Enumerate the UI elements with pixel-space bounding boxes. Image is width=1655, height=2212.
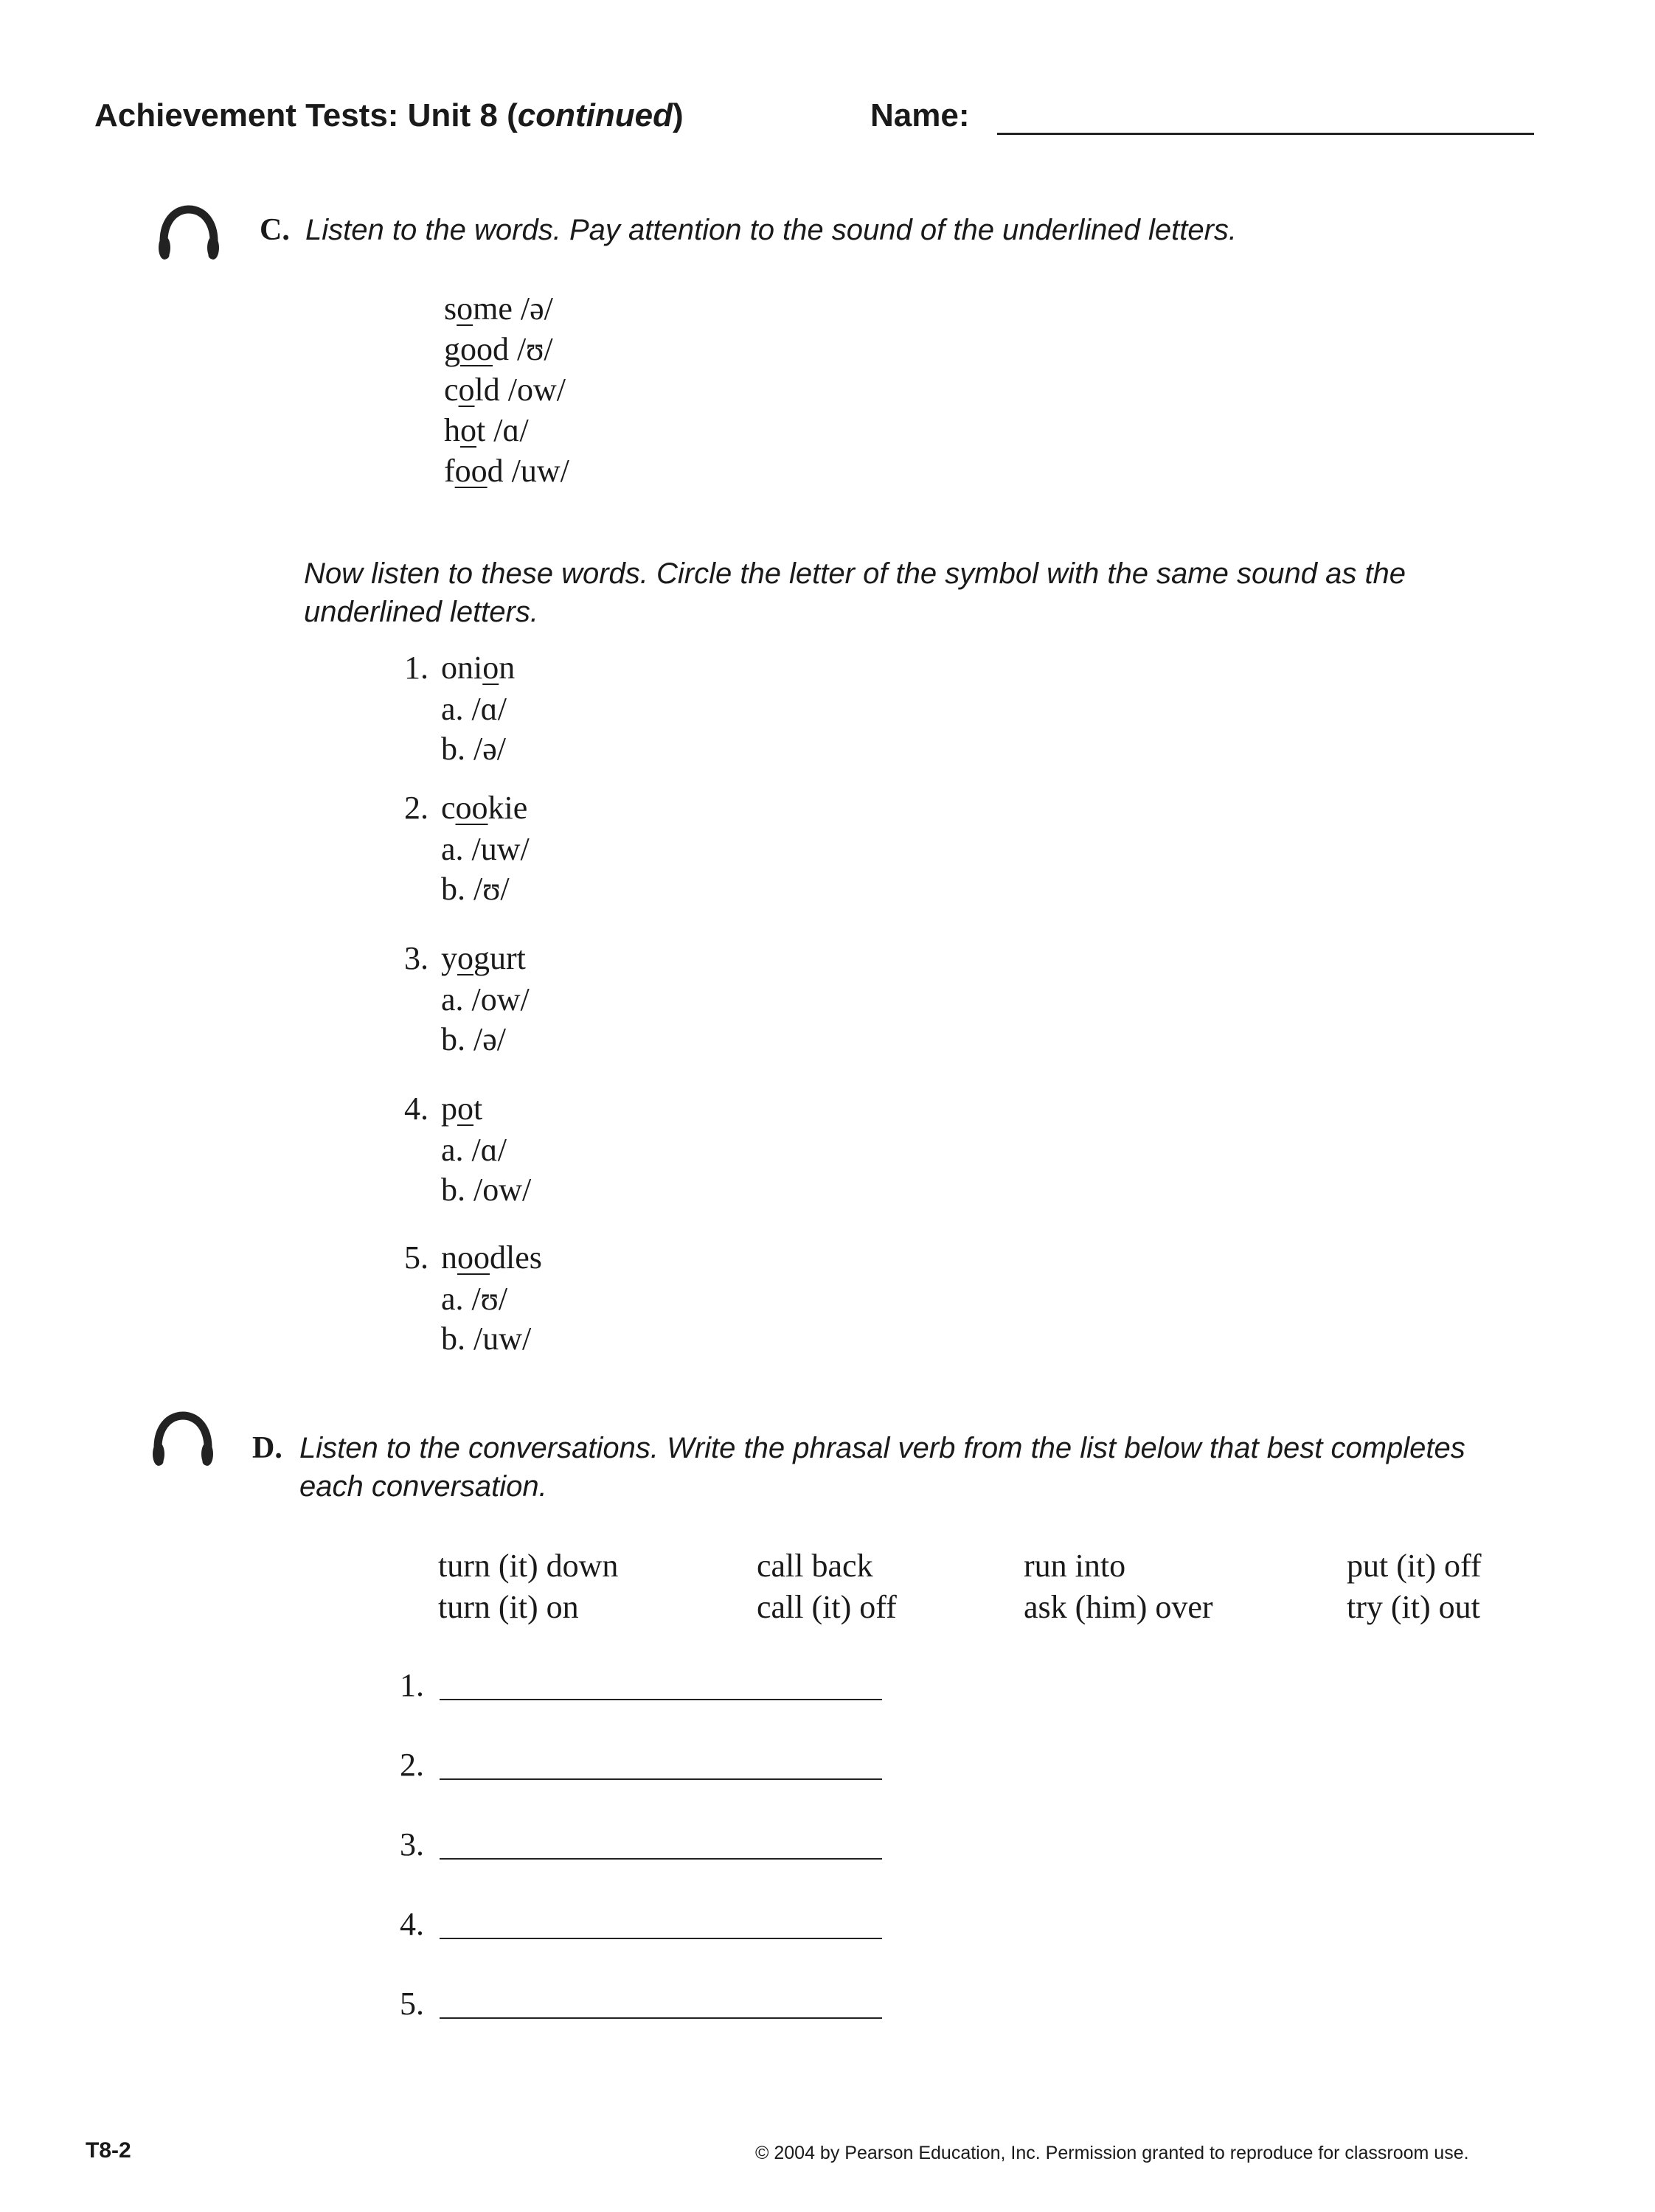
example-word bbox=[444, 451, 569, 491]
section-d-instruction-line2: each conversation. bbox=[299, 1470, 547, 1503]
answer-number: 1. bbox=[400, 1667, 424, 1703]
question-word bbox=[441, 939, 526, 977]
option-a[interactable]: a. /ɑ/ bbox=[441, 1132, 507, 1168]
question-word-post: n bbox=[499, 650, 516, 686]
option-a[interactable]: a. /ow/ bbox=[441, 981, 530, 1018]
question-word bbox=[441, 1090, 482, 1127]
option-b[interactable]: b. /ow/ bbox=[441, 1172, 532, 1208]
phrasal-verb: call back bbox=[757, 1548, 873, 1584]
phrasal-verb: turn (it) down bbox=[438, 1548, 619, 1584]
question-word-underlined: oo bbox=[455, 790, 488, 826]
phrasal-verb: turn (it) on bbox=[438, 1589, 579, 1625]
question-word-post: dles bbox=[490, 1239, 542, 1276]
example-underlined: oo bbox=[454, 453, 488, 489]
section-c-letter: C. bbox=[260, 213, 290, 247]
headphones-icon bbox=[149, 1410, 217, 1469]
example-pre: g bbox=[444, 331, 460, 367]
example-underlined: o bbox=[457, 291, 473, 327]
question-word-pre: p bbox=[441, 1091, 457, 1127]
question-word-underlined: o bbox=[457, 940, 473, 976]
section-c-instruction: Listen to the words. Pay attention to the sound of the underlined letters. bbox=[305, 214, 1238, 246]
section-c-instruction2-line1: Now listen to these words. Circle the letter of the symbol with the same sound as the bbox=[304, 557, 1406, 590]
header-title-main: Achievement Tests: Unit 8 ( bbox=[94, 97, 518, 133]
question-number: 1. bbox=[404, 650, 429, 686]
example-post: me /ə/ bbox=[473, 291, 553, 327]
answer-blank-line[interactable] bbox=[440, 2017, 882, 2019]
header-title-italic: continued bbox=[517, 97, 673, 133]
example-pre: s bbox=[444, 291, 457, 327]
section-d-instruction-line1: Listen to the conversations. Write the phrasal verb from the list below that best completes bbox=[299, 1432, 1465, 1464]
option-a[interactable]: a. /uw/ bbox=[441, 831, 530, 867]
example-pre: h bbox=[444, 412, 460, 448]
question-word bbox=[441, 789, 527, 827]
example-underlined: o bbox=[458, 372, 475, 408]
question-word-post: kie bbox=[488, 790, 528, 826]
phrasal-verb: put (it) off bbox=[1347, 1548, 1482, 1584]
phrasal-verb: try (it) out bbox=[1347, 1589, 1480, 1625]
copyright-notice: © 2004 by Pearson Education, Inc. Permission granted to reproduce for classroom use. bbox=[755, 2143, 1469, 2163]
example-post: t /ɑ/ bbox=[476, 412, 529, 448]
question-number: 4. bbox=[404, 1091, 429, 1127]
name-label: Name: bbox=[870, 97, 970, 133]
question-word-underlined: o bbox=[482, 650, 499, 686]
option-a[interactable]: a. /ɑ/ bbox=[441, 691, 507, 727]
option-b[interactable]: b. /uw/ bbox=[441, 1321, 532, 1357]
section-d-letter: D. bbox=[252, 1431, 282, 1465]
question-word bbox=[441, 649, 515, 686]
option-b[interactable]: b. /ə/ bbox=[441, 731, 506, 767]
answer-number: 3. bbox=[400, 1826, 424, 1863]
example-word bbox=[444, 289, 553, 329]
question-number: 3. bbox=[404, 940, 429, 976]
answer-number: 5. bbox=[400, 1986, 424, 2022]
section-c-instruction2-line2: underlined letters. bbox=[304, 596, 538, 628]
question-word bbox=[441, 1239, 542, 1276]
question-number: 2. bbox=[404, 790, 429, 826]
option-a[interactable]: a. /ʊ/ bbox=[441, 1281, 508, 1317]
name-field-line[interactable] bbox=[997, 133, 1534, 135]
example-post: d /uw/ bbox=[487, 453, 569, 489]
page-header-title bbox=[94, 97, 684, 134]
question-word-underlined: oo bbox=[457, 1239, 490, 1276]
headphones-icon bbox=[155, 204, 223, 262]
question-number: 5. bbox=[404, 1239, 429, 1276]
answer-blank-line[interactable] bbox=[440, 1778, 882, 1780]
question-word-post: gurt bbox=[473, 940, 526, 976]
page-code: T8-2 bbox=[86, 2138, 131, 2163]
example-pre: c bbox=[444, 372, 459, 408]
example-word bbox=[444, 330, 553, 369]
question-word-post: t bbox=[473, 1091, 483, 1127]
phrasal-verb: run into bbox=[1024, 1548, 1126, 1584]
answer-number: 4. bbox=[400, 1906, 424, 1942]
question-word-pre: oni bbox=[441, 650, 483, 686]
option-b[interactable]: b. /ə/ bbox=[441, 1021, 506, 1057]
question-word-underlined: o bbox=[457, 1091, 473, 1127]
example-word bbox=[444, 411, 529, 451]
example-pre: f bbox=[444, 453, 455, 489]
phrasal-verb: ask (him) over bbox=[1024, 1589, 1213, 1625]
answer-blank-line[interactable] bbox=[440, 1938, 882, 1939]
example-post: d /ʊ/ bbox=[493, 331, 553, 367]
example-underlined: o bbox=[460, 412, 476, 448]
example-post: ld /ow/ bbox=[474, 372, 566, 408]
question-word-pre: c bbox=[441, 790, 456, 826]
example-word bbox=[444, 370, 566, 410]
answer-blank-line[interactable] bbox=[440, 1699, 882, 1700]
question-word-pre: n bbox=[441, 1239, 457, 1276]
example-underlined: oo bbox=[460, 331, 493, 367]
option-b[interactable]: b. /ʊ/ bbox=[441, 871, 510, 907]
answer-blank-line[interactable] bbox=[440, 1858, 882, 1860]
answer-number: 2. bbox=[400, 1747, 424, 1783]
question-word-pre: y bbox=[441, 940, 457, 976]
phrasal-verb: call (it) off bbox=[757, 1589, 897, 1625]
header-title-end: ) bbox=[672, 97, 684, 133]
